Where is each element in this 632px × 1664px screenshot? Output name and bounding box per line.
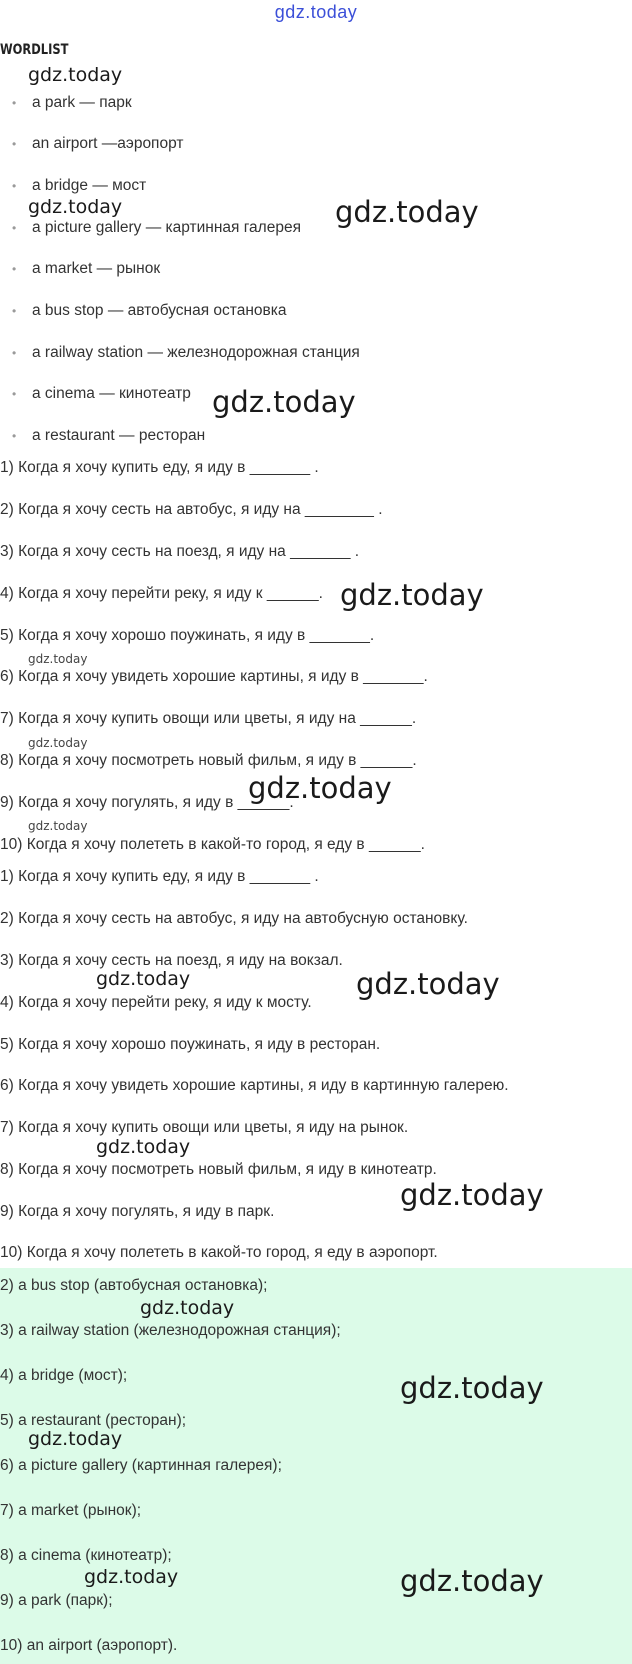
filled-line: 8) Когда я хочу посмотреть новый фильм, я иду в кинотеатр. bbox=[0, 1161, 437, 1178]
wordlist-heading: WORDLIST bbox=[0, 42, 69, 58]
filled-line: 10) Когда я хочу полететь в какой-то город, я еду в аэропорт. bbox=[0, 1244, 438, 1261]
answer-line: 8) a cinema (кинотеатр); bbox=[0, 1547, 172, 1564]
watermark: gdz.today bbox=[28, 64, 123, 86]
filled-line: 1) Когда я хочу купить еду, я иду в _______ . bbox=[0, 868, 319, 885]
watermark: gdz.today bbox=[140, 1297, 235, 1319]
wordlist-item: • an airport —аэропорт bbox=[12, 135, 184, 152]
exercise-line: 10) Когда я хочу полететь в какой-то город, я еду в ______. bbox=[0, 836, 425, 853]
watermark: gdz.today bbox=[212, 385, 356, 419]
top-watermark: gdz.today bbox=[274, 2, 358, 22]
wordlist-item: • a park — парк bbox=[12, 94, 132, 111]
watermark: gdz.today bbox=[84, 1566, 179, 1588]
watermark: gdz.today bbox=[340, 578, 484, 612]
exercise-line: 9) Когда я хочу погулять, я иду в ______. bbox=[0, 794, 294, 811]
answer-line: 6) a picture gallery (картинная галерея); bbox=[0, 1457, 282, 1474]
answer-line: 4) a bridge (мост); bbox=[0, 1367, 128, 1384]
watermark: gdz.today bbox=[356, 967, 500, 1001]
watermark: gdz.today bbox=[28, 1428, 123, 1450]
filled-line: 5) Когда я хочу хорошо поужинать, я иду в ресторан. bbox=[0, 1036, 381, 1053]
bullet-icon: • bbox=[12, 179, 17, 193]
exercise-line: 2) Когда я хочу сесть на автобус, я иду на ________ . bbox=[0, 501, 383, 518]
filled-line: 3) Когда я хочу сесть на поезд, я иду на вокзал. bbox=[0, 952, 343, 969]
watermark: gdz.today bbox=[28, 736, 88, 750]
wordlist-item: • a restaurant — ресторан bbox=[12, 427, 206, 444]
wordlist-item: • a bus stop — автобусная остановка bbox=[12, 302, 287, 319]
watermark: gdz.today bbox=[400, 1564, 544, 1598]
answer-line: 9) a park (парк); bbox=[0, 1592, 113, 1609]
exercise-line: 4) Когда я хочу перейти реку, я иду к ______. bbox=[0, 585, 323, 602]
bullet-icon: • bbox=[12, 96, 17, 110]
exercise-line: 6) Когда я хочу увидеть хорошие картины, я иду в _______. bbox=[0, 668, 428, 685]
bullet-icon: • bbox=[12, 304, 17, 318]
watermark: gdz.today bbox=[400, 1371, 544, 1405]
bullet-icon: • bbox=[12, 429, 17, 443]
watermark: gdz.today bbox=[400, 1178, 544, 1212]
wordlist-item: • a cinema — кинотеатр bbox=[12, 385, 191, 402]
filled-line: 9) Когда я хочу погулять, я иду в парк. bbox=[0, 1203, 275, 1220]
wordlist-item: • a picture gallery — картинная галерея bbox=[12, 219, 301, 236]
watermark: gdz.today bbox=[28, 196, 123, 218]
watermark: gdz.today bbox=[28, 652, 88, 666]
answer-line: 7) a market (рынок); bbox=[0, 1502, 142, 1519]
exercise-line: 5) Когда я хочу хорошо поужинать, я иду в _______. bbox=[0, 627, 375, 644]
filled-line: 2) Когда я хочу сесть на автобус, я иду на автобусную остановку. bbox=[0, 910, 468, 927]
wordlist-item: • a railway station — железнодорожная станция bbox=[12, 344, 360, 361]
watermark: gdz.today bbox=[28, 819, 88, 833]
answer-line: 3) a railway station (железнодорожная станция); bbox=[0, 1322, 341, 1339]
bullet-icon: • bbox=[12, 137, 17, 151]
bullet-icon: • bbox=[12, 346, 17, 360]
exercise-line: 7) Когда я хочу купить овощи или цветы, я иду на ______. bbox=[0, 710, 417, 727]
filled-line: 7) Когда я хочу купить овощи или цветы, я иду на рынок. bbox=[0, 1119, 409, 1136]
answer-line: 2) a bus stop (автобусная остановка); bbox=[0, 1277, 268, 1294]
bullet-icon: • bbox=[12, 387, 17, 401]
watermark: gdz.today bbox=[335, 195, 479, 229]
bullet-icon: • bbox=[12, 262, 17, 276]
watermark: gdz.today bbox=[96, 968, 191, 990]
exercise-line: 1) Когда я хочу купить еду, я иду в _______ . bbox=[0, 459, 319, 476]
exercise-line: 3) Когда я хочу сесть на поезд, я иду на _______ . bbox=[0, 543, 360, 560]
exercise-line: 8) Когда я хочу посмотреть новый фильм, я иду в ______. bbox=[0, 752, 417, 769]
wordlist-item: • a market — рынок bbox=[12, 260, 161, 277]
wordlist-item: • a bridge — мост bbox=[12, 177, 147, 194]
watermark: gdz.today bbox=[248, 771, 392, 805]
watermark: gdz.today bbox=[96, 1136, 191, 1158]
bullet-icon: • bbox=[12, 221, 17, 235]
filled-line: 4) Когда я хочу перейти реку, я иду к мосту. bbox=[0, 994, 312, 1011]
answer-line: 5) a restaurant (ресторан); bbox=[0, 1412, 187, 1429]
filled-line: 6) Когда я хочу увидеть хорошие картины, я иду в картинную галерею. bbox=[0, 1077, 509, 1094]
answer-line: 10) an airport (аэропорт). bbox=[0, 1637, 178, 1654]
